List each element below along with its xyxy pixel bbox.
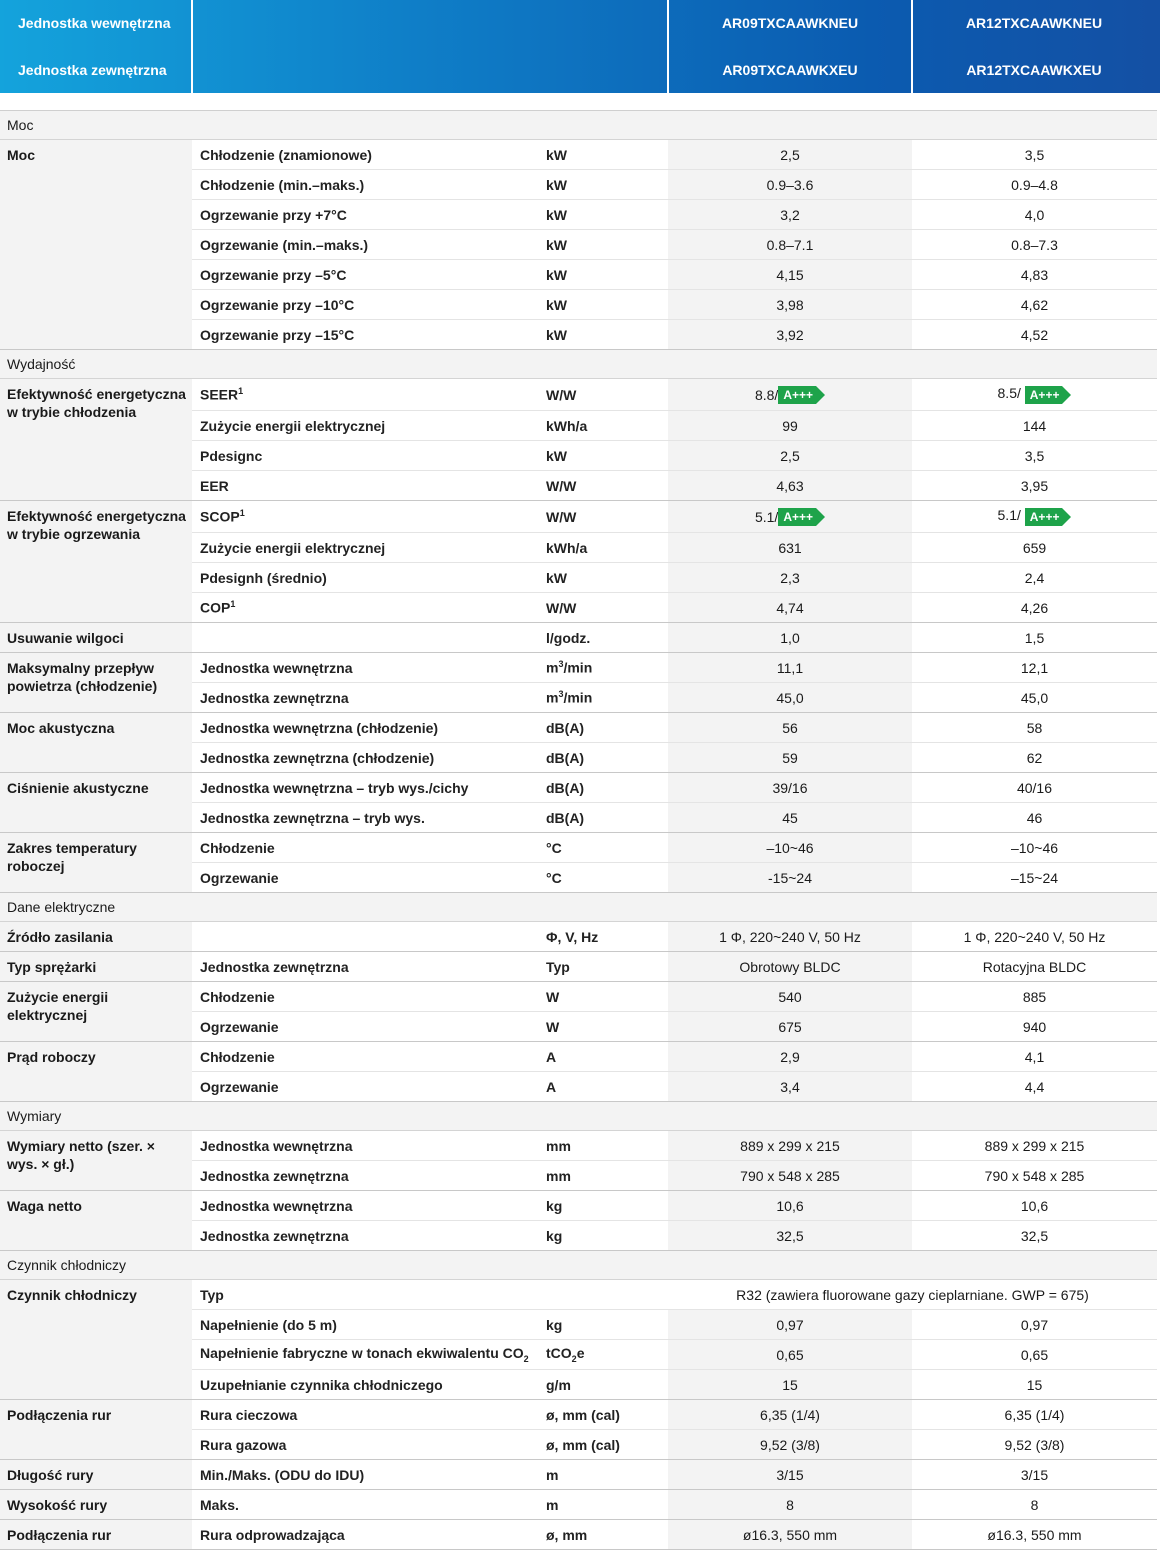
group-rows [192,501,1157,622]
value-model1: 15 [668,1370,912,1399]
group-refrigerant [0,1280,1157,1400]
group-rows [192,1400,1157,1459]
value-model1: 0.9–3.6 [668,170,912,199]
param-name: Ogrzewanie [200,1018,279,1035]
param-unit: kW [546,326,567,343]
param-unit: kW [546,176,567,193]
param-name: Ogrzewanie przy –5°C [200,266,347,283]
table-row [192,169,1157,199]
param-name: Chłodzenie [200,1048,275,1065]
table-row [192,1460,1157,1489]
param-unit: kW [546,296,567,313]
param-unit: W [546,988,560,1005]
param-unit: ø, mm (cal) [546,1406,620,1423]
table-row [192,592,1157,622]
value-model1: ø16.3, 550 mm [668,1520,912,1549]
value-model1: 3/15 [668,1460,912,1489]
param-unit: m [546,1496,559,1513]
value-model1: -15~24 [668,863,912,892]
table-row [192,623,1157,652]
value-model1: 4,63 [668,471,912,500]
value-model2: 5.1/ A+++ [912,507,1157,525]
value-model2: 1,5 [1024,629,1045,646]
value-model2: 46 [1026,809,1043,826]
value-model1: 3,4 [668,1072,912,1101]
param-name: Ogrzewanie [200,1078,279,1095]
value-model2: ø16.3, 550 mm [987,1526,1082,1543]
section-label: Moc [7,117,34,133]
table-row [192,199,1157,229]
energy-class-badge: A+++ [1025,508,1072,526]
param-name: Pdesignc [200,447,263,464]
group-rows [192,1280,1157,1399]
group-label: Waga netto [0,1191,192,1250]
value-model2: 889 x 299 x 215 [984,1137,1085,1154]
group-rows [192,140,1157,349]
param-unit: A [546,1078,557,1095]
section-row [0,350,1157,379]
group-heating-efficiency [0,501,1157,623]
group-label: Źródło zasilania [0,922,192,951]
value-model2: 1 Φ, 220~240 V, 50 Hz [963,928,1106,945]
group-rows [192,952,1157,981]
value-model1: 631 [668,533,912,562]
value-model1: 1,0 [668,623,912,652]
indoor-unit-label: Jednostka wewnętrzna [18,15,171,31]
param-name: Zużycie energii elektrycznej [200,417,386,434]
table-row [192,682,1157,712]
header-divider [911,0,913,93]
group-label: Długość rury [0,1460,192,1489]
param-unit: kW [546,266,567,283]
param-name: Jednostka zewnętrzna [200,1227,349,1244]
param-name: Rura odprowadzająca [200,1526,345,1543]
table-row [192,532,1157,562]
param-unit: W/W [546,508,577,525]
group-net-dimensions [0,1131,1157,1191]
value-model1: 4,15 [668,260,912,289]
value-model2: 40/16 [1016,779,1053,796]
param-name: Ogrzewanie przy –10°C [200,296,355,313]
value-model1: 11,1 [668,653,912,682]
value-model1: 2,9 [668,1042,912,1071]
section-label: Wydajność [7,356,76,372]
value-model2: 4,4 [1024,1078,1045,1095]
model2-outdoor: AR12TXCAAWKXEU [966,62,1102,78]
value-model2: 32,5 [1020,1227,1049,1244]
value-model1: 889 x 299 x 215 [668,1131,912,1160]
header-divider [191,0,193,93]
group-rows [192,713,1157,772]
value-model2: 659 [1022,539,1047,556]
group-label: Zużycie energii elektrycznej [0,982,192,1041]
param-unit: kWh/a [546,417,588,434]
value-model2: 9,52 (3/8) [1004,1436,1065,1453]
value-model2: 8 [1030,1496,1039,1513]
table-row [192,379,1157,410]
param-unit: kW [546,447,567,464]
header-divider [667,0,669,93]
group-power-supply [0,922,1157,952]
table-row [192,1520,1157,1549]
group-label: Usuwanie wilgoci [0,623,192,652]
param-unit: A [546,1048,557,1065]
table-row [192,501,1157,532]
param-name: Napełnienie (do 5 m) [200,1316,337,1333]
param-unit: Φ, V, Hz [546,928,599,945]
section-label: Wymiary [7,1108,62,1124]
group-rows [192,1520,1157,1549]
table-row [192,410,1157,440]
param-unit: m [546,1466,559,1483]
group-label: Wymiary netto (szer. × wys. × gł.) [0,1131,192,1190]
param-unit: W/W [546,386,577,403]
param-unit: W/W [546,477,577,494]
group-label: Maksymalny przepływ powietrza (chłodzenie) [0,653,192,712]
param-unit: dB(A) [546,719,585,736]
param-name: Jednostka wewnętrzna (chłodzenie) [200,719,439,736]
energy-class-badge: A+++ [1025,386,1072,404]
table-row [192,1042,1157,1071]
param-name: Jednostka wewnętrzna [200,659,353,676]
table-row [192,1400,1157,1429]
group-sound-pressure [0,773,1157,833]
value-model2: 6,35 (1/4) [1004,1406,1065,1423]
param-name: Jednostka zewnętrzna [200,958,349,975]
value-model1: 3,92 [668,320,912,349]
group-compressor [0,952,1157,982]
section-row [0,893,1157,922]
param-name: Maks. [200,1496,239,1513]
value-model1: 5.1/ A+++ [668,501,912,532]
table-row [192,440,1157,470]
table-row [192,259,1157,289]
value-model1: 790 x 548 x 285 [668,1161,912,1190]
param-name: Ogrzewanie [200,869,279,886]
model1-outdoor: AR09TXCAAWKXEU [722,62,858,78]
group-pipe-height [0,1490,1157,1520]
table-header [0,0,1160,93]
param-unit: kg [546,1227,563,1244]
value-model2: –15~24 [1010,869,1059,886]
group-rows [192,379,1157,500]
param-unit: dB(A) [546,779,585,796]
table-row [192,140,1157,169]
value-model1: 56 [668,713,912,742]
param-unit: Typ [546,958,570,975]
param-name: EER [200,477,229,494]
param-name: Rura cieczowa [200,1406,298,1423]
value-model1: 32,5 [668,1221,912,1250]
param-name: Ogrzewanie przy –15°C [200,326,355,343]
value-model2: 3/15 [1020,1466,1049,1483]
value-model2: 940 [1022,1018,1047,1035]
value-model1: 8.8/ A+++ [668,379,912,410]
value-model1: 0.8–7.1 [668,230,912,259]
value-model2: 4,0 [1024,206,1045,223]
group-net-weight [0,1191,1157,1251]
param-unit: kW [546,236,567,253]
value-model1: Obrotowy BLDC [668,952,912,981]
group-label: Podłączenia rur [0,1400,192,1459]
group-rows [192,833,1157,892]
table-row [192,319,1157,349]
group-label: Moc akustyczna [0,713,192,772]
group-cooling-efficiency [0,379,1157,501]
value-model2: 8.5/ A+++ [912,385,1157,403]
section-row [0,1102,1157,1131]
group-airflow [0,653,1157,713]
value-model2: 144 [1022,417,1047,434]
table-row [192,1220,1157,1250]
group-power-consumption [0,982,1157,1042]
value-model2: 45,0 [1020,689,1049,706]
value-model2: 0.9–4.8 [1011,176,1058,193]
param-unit: kW [546,569,567,586]
group-label: Efektywność energetyczna w trybie chłodzenia [0,379,192,500]
param-unit: kg [546,1197,563,1214]
value-model2: 3,5 [1024,146,1045,163]
value-model1: 2,5 [668,140,912,169]
value-model1: 3,2 [668,200,912,229]
model1-indoor: AR09TXCAAWKNEU [721,15,859,31]
param-name: Jednostka zewnętrzna – tryb wys. [200,809,425,826]
group-moc [0,140,1157,350]
value-model2: Rotacyjna BLDC [982,958,1087,975]
param-unit: kW [546,206,567,223]
table-row [192,1131,1157,1160]
param-name: Zużycie energii elektrycznej [200,539,386,556]
group-rows [192,623,1157,652]
param-unit: W [546,1018,560,1035]
group-rows [192,1042,1157,1101]
param-name: Ogrzewanie (min.–maks.) [200,236,369,253]
value-model2: 3,5 [1024,447,1045,464]
value-both-models: R32 (zawiera fluorowane gazy cieplarniane. GWP = 675) [736,1286,1089,1303]
table-row [192,713,1157,742]
value-model1: 0,65 [668,1340,912,1369]
param-unit: ø, mm [546,1526,588,1543]
table-row [192,1339,1157,1369]
table-row [192,1280,1157,1309]
table-row [192,1309,1157,1339]
table-row [192,1490,1157,1519]
table-row [192,1429,1157,1459]
group-rows [192,1191,1157,1250]
param-name: Chłodzenie [200,839,275,856]
param-unit: W/W [546,599,577,616]
value-model1: 10,6 [668,1191,912,1220]
value-model1: 39/16 [668,773,912,802]
table-row [192,1071,1157,1101]
group-rows [192,1131,1157,1190]
group-rows [192,653,1157,712]
param-name: Jednostka wewnętrzna [200,1197,353,1214]
group-label: Czynnik chłodniczy [0,1280,192,1399]
value-model1: 0,97 [668,1310,912,1339]
table-row [192,1160,1157,1190]
section-label: Dane elektryczne [7,899,116,915]
value-model2: 885 [1022,988,1047,1005]
value-model1: 6,35 (1/4) [668,1400,912,1429]
param-name: Napełnienie fabryczne w tonach ekwiwalentu $CO_2$ [200,1345,529,1364]
param-name: Chłodzenie [200,988,275,1005]
value-model2: 58 [1026,719,1043,736]
value-model2: 4,52 [1020,326,1049,343]
value-model1: 45,0 [668,683,912,712]
group-label: Prąd roboczy [0,1042,192,1101]
group-drain-connection [0,1520,1157,1550]
param-unit: ø, mm (cal) [546,1436,620,1453]
model2-indoor: AR12TXCAAWKNEU [965,15,1103,31]
table-row [192,289,1157,319]
value-model2: 4,26 [1020,599,1049,616]
param-name: Jednostka zewnętrzna [200,1167,349,1184]
outdoor-unit-label: Jednostka zewnętrzna [18,62,167,78]
param-unit: °C [546,869,562,886]
param-unit: kWh/a [546,539,588,556]
value-model2: 4,1 [1024,1048,1045,1065]
value-model1: 9,52 (3/8) [668,1430,912,1459]
param-unit: l/godz. [546,629,591,646]
value-model1: 1 Φ, 220~240 V, 50 Hz [668,922,912,951]
table-row [192,653,1157,682]
value-model1: 675 [668,1012,912,1041]
table-row [192,470,1157,500]
param-name: Jednostka zewnętrzna [200,689,349,706]
value-model1: 59 [668,743,912,772]
table-row [192,229,1157,259]
group-pipe-length [0,1460,1157,1490]
param-unit: kg [546,1316,563,1333]
group-label: Wysokość rury [0,1490,192,1519]
param-name: Min./Maks. (ODU do IDU) [200,1466,365,1483]
group-operating-current [0,1042,1157,1102]
group-rows [192,1460,1157,1489]
param-name: Rura gazowa [200,1436,287,1453]
energy-class-badge: A+++ [778,508,825,526]
value-model2: 3,95 [1020,477,1049,494]
group-operating-range [0,833,1157,893]
param-name: Chłodzenie (znamionowe) [200,146,372,163]
value-model2: 15 [1026,1376,1043,1393]
table-row [192,922,1157,951]
group-label: Podłączenia rur [0,1520,192,1549]
param-name: Jednostka wewnętrzna – tryb wys./cichy [200,779,469,796]
param-name: Jednostka wewnętrzna [200,1137,353,1154]
value-model1: 3,98 [668,290,912,319]
value-model2: 0,65 [1020,1346,1049,1363]
group-rows [192,922,1157,951]
value-model2: 4,83 [1020,266,1049,283]
group-label: Zakres temperatury roboczej [0,833,192,892]
energy-class-badge: A+++ [778,386,825,404]
table-row [192,773,1157,802]
section-row [0,111,1157,140]
group-label: Moc [0,140,192,349]
value-model2: 12,1 [1020,659,1049,676]
param-name: SEER$^1$ [200,386,244,403]
param-unit: tCO$_2$e [546,1345,585,1364]
table-row [192,562,1157,592]
group-rows [192,982,1157,1041]
param-unit: dB(A) [546,749,585,766]
group-sound-power [0,713,1157,773]
value-model1: 540 [668,982,912,1011]
spec-table [0,110,1157,1550]
param-unit: mm [546,1137,571,1154]
table-row [192,1369,1157,1399]
value-model1: 4,74 [668,593,912,622]
table-row [192,802,1157,832]
value-model2: 10,6 [1020,1197,1049,1214]
table-row [192,952,1157,981]
param-name: Uzupełnianie czynnika chłodniczego [200,1376,443,1393]
group-label: Efektywność energetyczna w trybie ogrzewania [0,501,192,622]
param-unit: kW [546,146,567,163]
group-rows [192,1490,1157,1519]
section-row [0,1251,1157,1280]
value-model1: 2,3 [668,563,912,592]
group-pipe-connections [0,1400,1157,1460]
group-label: Ciśnienie akustyczne [0,773,192,832]
group-rows [192,773,1157,832]
value-model1: 45 [668,803,912,832]
param-name: COP$^1$ [200,599,236,616]
value-model2: 0.8–7.3 [1011,236,1058,253]
value-model2: 2,4 [1024,569,1045,586]
value-model2: 62 [1026,749,1043,766]
value-model1: 2,5 [668,441,912,470]
value-model2: 4,62 [1020,296,1049,313]
group-label: Typ sprężarki [0,952,192,981]
value-model2: –10~46 [1010,839,1059,856]
table-row [192,1011,1157,1041]
param-unit: g/m [546,1376,571,1393]
param-name: SCOP$^1$ [200,508,245,525]
param-unit: mm [546,1167,571,1184]
value-model1: –10~46 [668,833,912,862]
param-name: Pdesignh (średnio) [200,569,327,586]
value-model2: 0,97 [1020,1316,1049,1333]
param-unit: °C [546,839,562,856]
param-unit: $m^3/\min$ [546,689,593,706]
group-dehumidification [0,623,1157,653]
value-model1: 8 [668,1490,912,1519]
param-unit: dB(A) [546,809,585,826]
table-row [192,982,1157,1011]
param-name: Typ [200,1286,224,1303]
param-unit: $m^3/\min$ [546,659,593,676]
param-name: Chłodzenie (min.–maks.) [200,176,365,193]
param-name: Ogrzewanie przy +7°C [200,206,347,223]
table-row [192,742,1157,772]
table-row [192,862,1157,892]
value-model1: 99 [668,411,912,440]
section-label: Czynnik chłodniczy [7,1257,127,1273]
table-row [192,833,1157,862]
table-row [192,1191,1157,1220]
param-name: Jednostka zewnętrzna (chłodzenie) [200,749,435,766]
value-model2: 790 x 548 x 285 [984,1167,1085,1184]
